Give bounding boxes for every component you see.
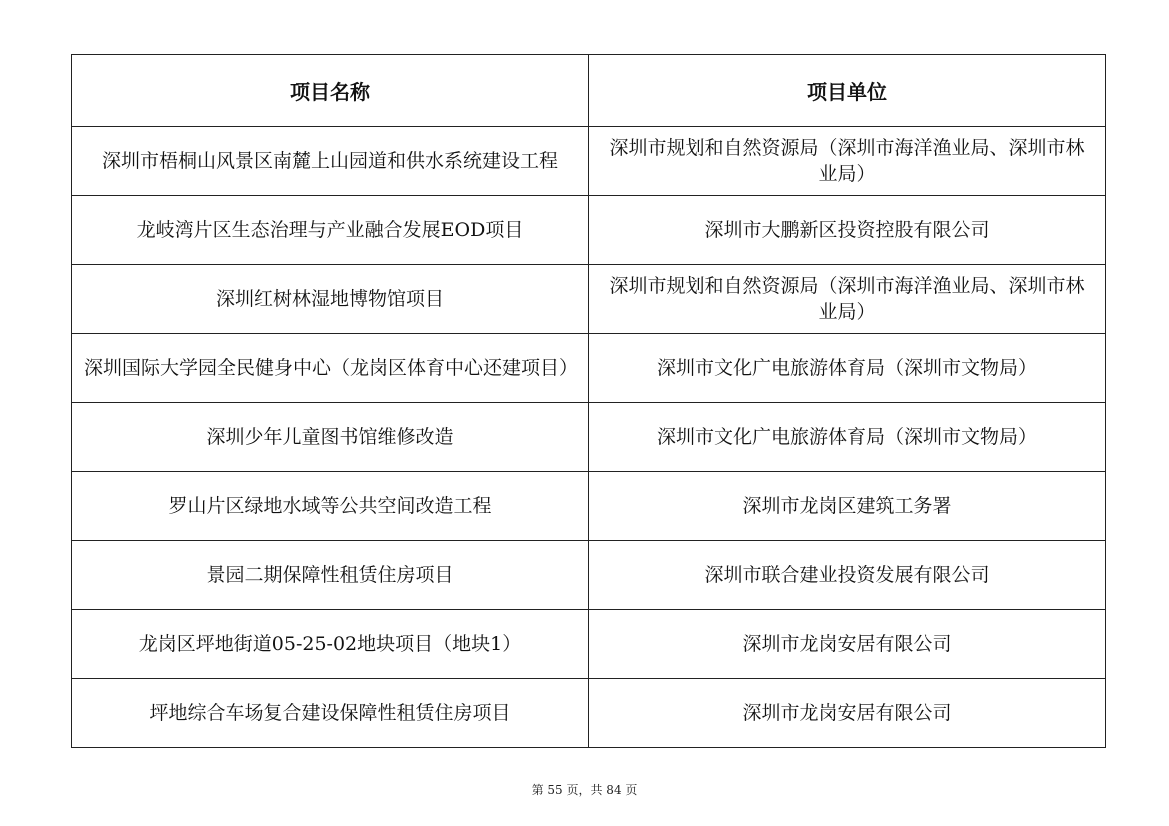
project-name-cell: 坪地综合车场复合建设保障性租赁住房项目 bbox=[72, 679, 589, 748]
table-row bbox=[72, 334, 1106, 403]
project-name-cell: 龙岐湾片区生态治理与产业融合发展EOD项目 bbox=[72, 196, 589, 265]
page-number-footer: 第 55 页，共 84 页 bbox=[531, 783, 638, 797]
project-name-cell: 深圳市梧桐山风景区南麓上山园道和供水系统建设工程 bbox=[72, 127, 589, 196]
project-table bbox=[71, 54, 1106, 748]
project-unit-cell: 深圳市规划和自然资源局（深圳市海洋渔业局、深圳市林业局） bbox=[589, 265, 1106, 334]
table-row bbox=[72, 196, 1106, 265]
table-row bbox=[72, 127, 1106, 196]
project-name-cell: 深圳少年儿童图书馆维修改造 bbox=[72, 403, 589, 472]
table-row bbox=[72, 541, 1106, 610]
project-name-cell: 深圳红树林湿地博物馆项目 bbox=[72, 265, 589, 334]
project-unit-cell: 深圳市联合建业投资发展有限公司 bbox=[589, 541, 1106, 610]
header-project-unit: 项目单位 bbox=[589, 55, 1106, 127]
table-row bbox=[72, 265, 1106, 334]
project-unit-cell: 深圳市文化广电旅游体育局（深圳市文物局） bbox=[589, 403, 1106, 472]
header-row bbox=[72, 55, 1106, 127]
project-unit-cell: 深圳市规划和自然资源局（深圳市海洋渔业局、深圳市林业局） bbox=[589, 127, 1106, 196]
project-name-cell: 龙岗区坪地街道05-25-02地块项目（地块1） bbox=[72, 610, 589, 679]
table-row bbox=[72, 679, 1106, 748]
table-row bbox=[72, 472, 1106, 541]
project-unit-cell: 深圳市龙岗区建筑工务署 bbox=[589, 472, 1106, 541]
project-name-cell: 罗山片区绿地水域等公共空间改造工程 bbox=[72, 472, 589, 541]
header-project-name: 项目名称 bbox=[72, 55, 589, 127]
project-unit-cell: 深圳市大鹏新区投资控股有限公司 bbox=[589, 196, 1106, 265]
project-name-cell: 景园二期保障性租赁住房项目 bbox=[72, 541, 589, 610]
table-row bbox=[72, 403, 1106, 472]
project-name-cell: 深圳国际大学园全民健身中心（龙岗区体育中心还建项目） bbox=[72, 334, 589, 403]
project-unit-cell: 深圳市龙岗安居有限公司 bbox=[589, 679, 1106, 748]
project-unit-cell: 深圳市龙岗安居有限公司 bbox=[589, 610, 1106, 679]
project-unit-cell: 深圳市文化广电旅游体育局（深圳市文物局） bbox=[589, 334, 1106, 403]
table-row bbox=[72, 610, 1106, 679]
